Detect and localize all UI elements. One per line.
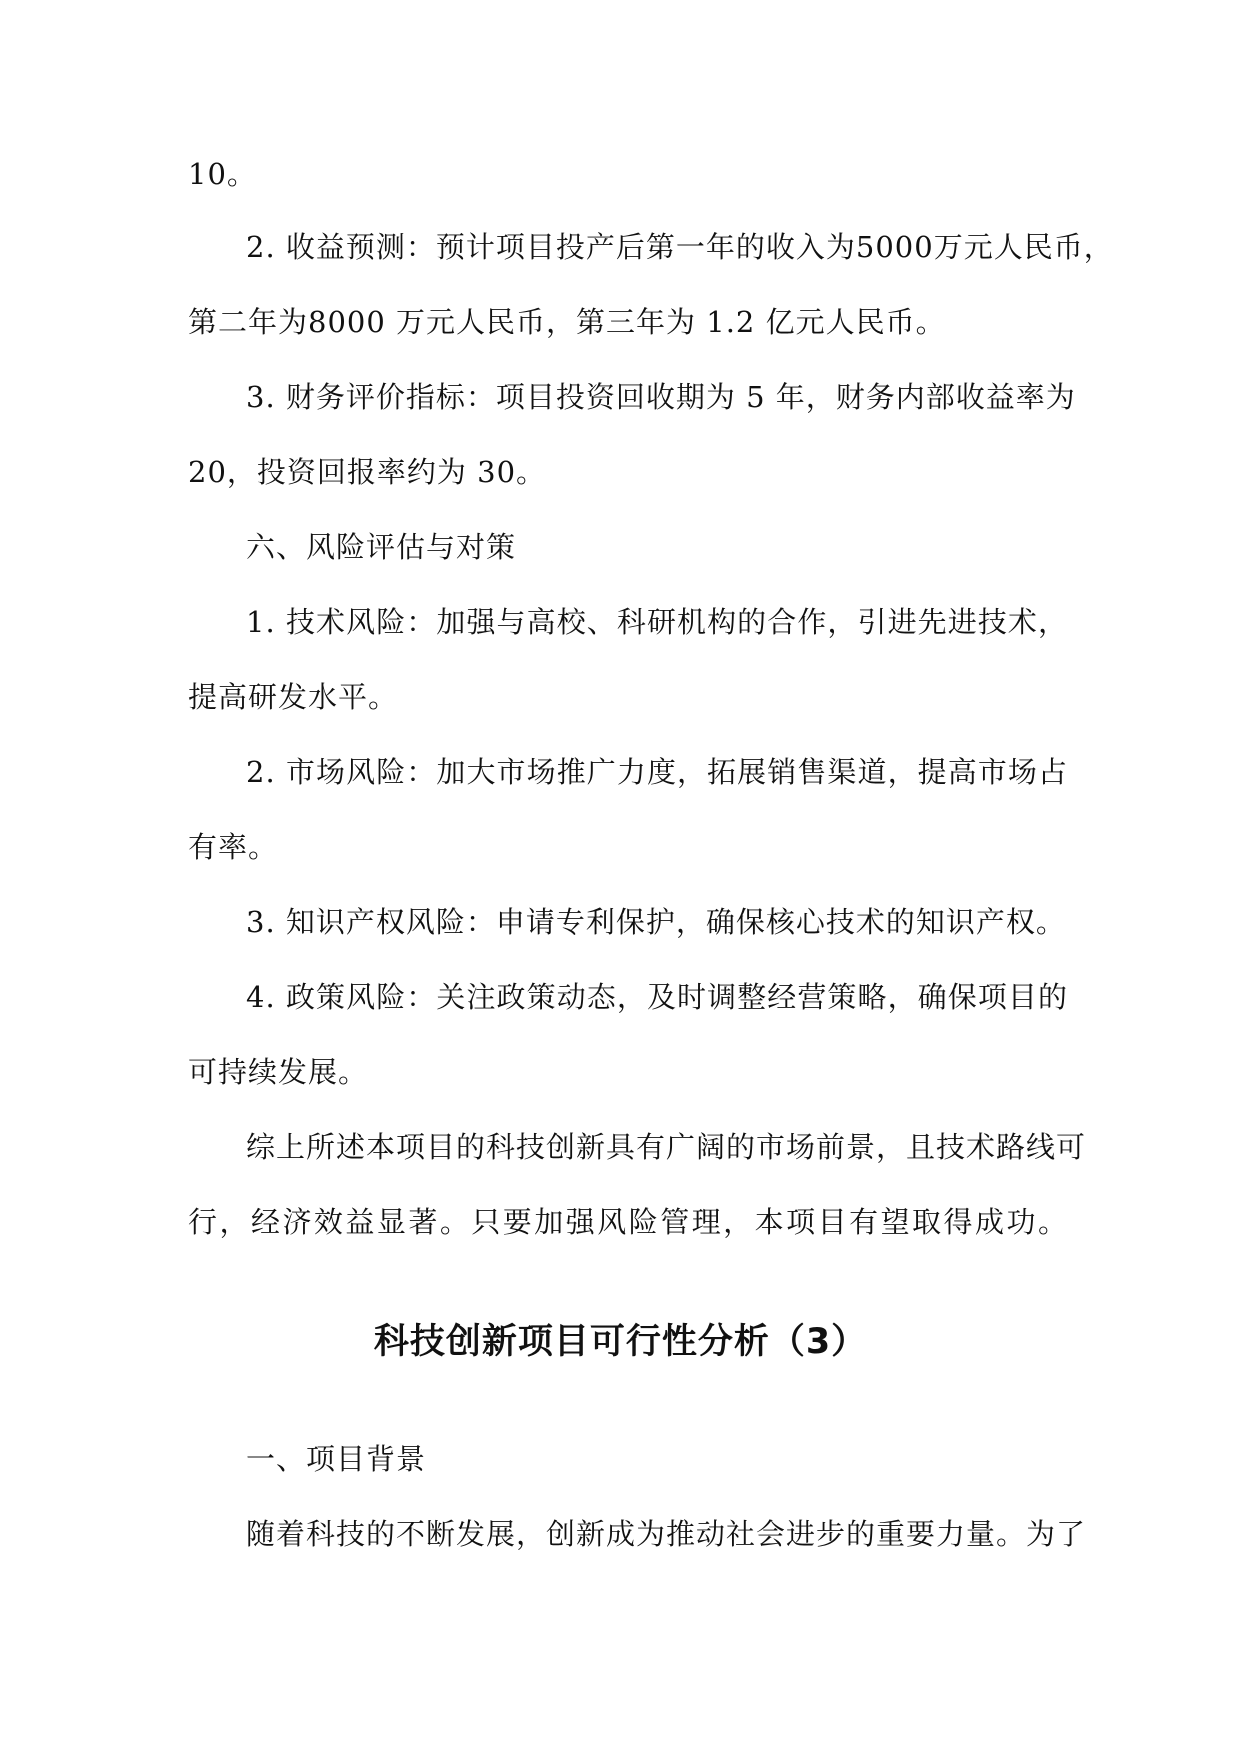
paragraph-line: 第二年为8000 万元人民币，第三年为 1.2 亿元人民币。 bbox=[188, 305, 946, 339]
paragraph-line: 随着科技的不断发展，创新成为推动社会进步的重要力量。为了 bbox=[246, 1517, 1087, 1551]
paragraph-line: 4. 政策风险：关注政策动态，及时调整经营策略，确保项目的 bbox=[246, 980, 1068, 1014]
section-heading: 一、项目背景 bbox=[246, 1442, 427, 1476]
paragraph-line: 有率。 bbox=[188, 830, 279, 864]
paragraph-line: 可持续发展。 bbox=[188, 1055, 369, 1089]
paragraph-line: 1. 技术风险：加强与高校、科研机构的合作，引进先进技术， bbox=[246, 605, 1068, 639]
paragraph-line: 20，投资回报率约为 30。 bbox=[188, 455, 547, 489]
document-title: 科技创新项目可行性分析（3） bbox=[373, 1322, 868, 1362]
paragraph-line: 综上所述本项目的科技创新具有广阔的市场前景，且技术路线可 bbox=[246, 1130, 1087, 1164]
paragraph-line: 2. 市场风险：加大市场推广力度，拓展销售渠道，提高市场占 bbox=[246, 755, 1068, 789]
section-heading: 六、风险评估与对策 bbox=[246, 530, 517, 564]
paragraph-line: 3. 知识产权风险：申请专利保护，确保核心技术的知识产权。 bbox=[246, 905, 1066, 939]
paragraph-line: 2. 收益预测：预计项目投产后第一年的收入为5000万元人民币， bbox=[246, 230, 1114, 264]
paragraph-line: 10。 bbox=[188, 157, 257, 191]
paragraph-line: 提高研发水平。 bbox=[188, 680, 399, 714]
paragraph-line: 行，经济效益显著。只要加强风险管理，本项目有望取得成功。 bbox=[188, 1205, 1068, 1239]
paragraph-line: 3. 财务评价指标：项目投资回收期为 5 年，财务内部收益率为 bbox=[246, 380, 1076, 414]
